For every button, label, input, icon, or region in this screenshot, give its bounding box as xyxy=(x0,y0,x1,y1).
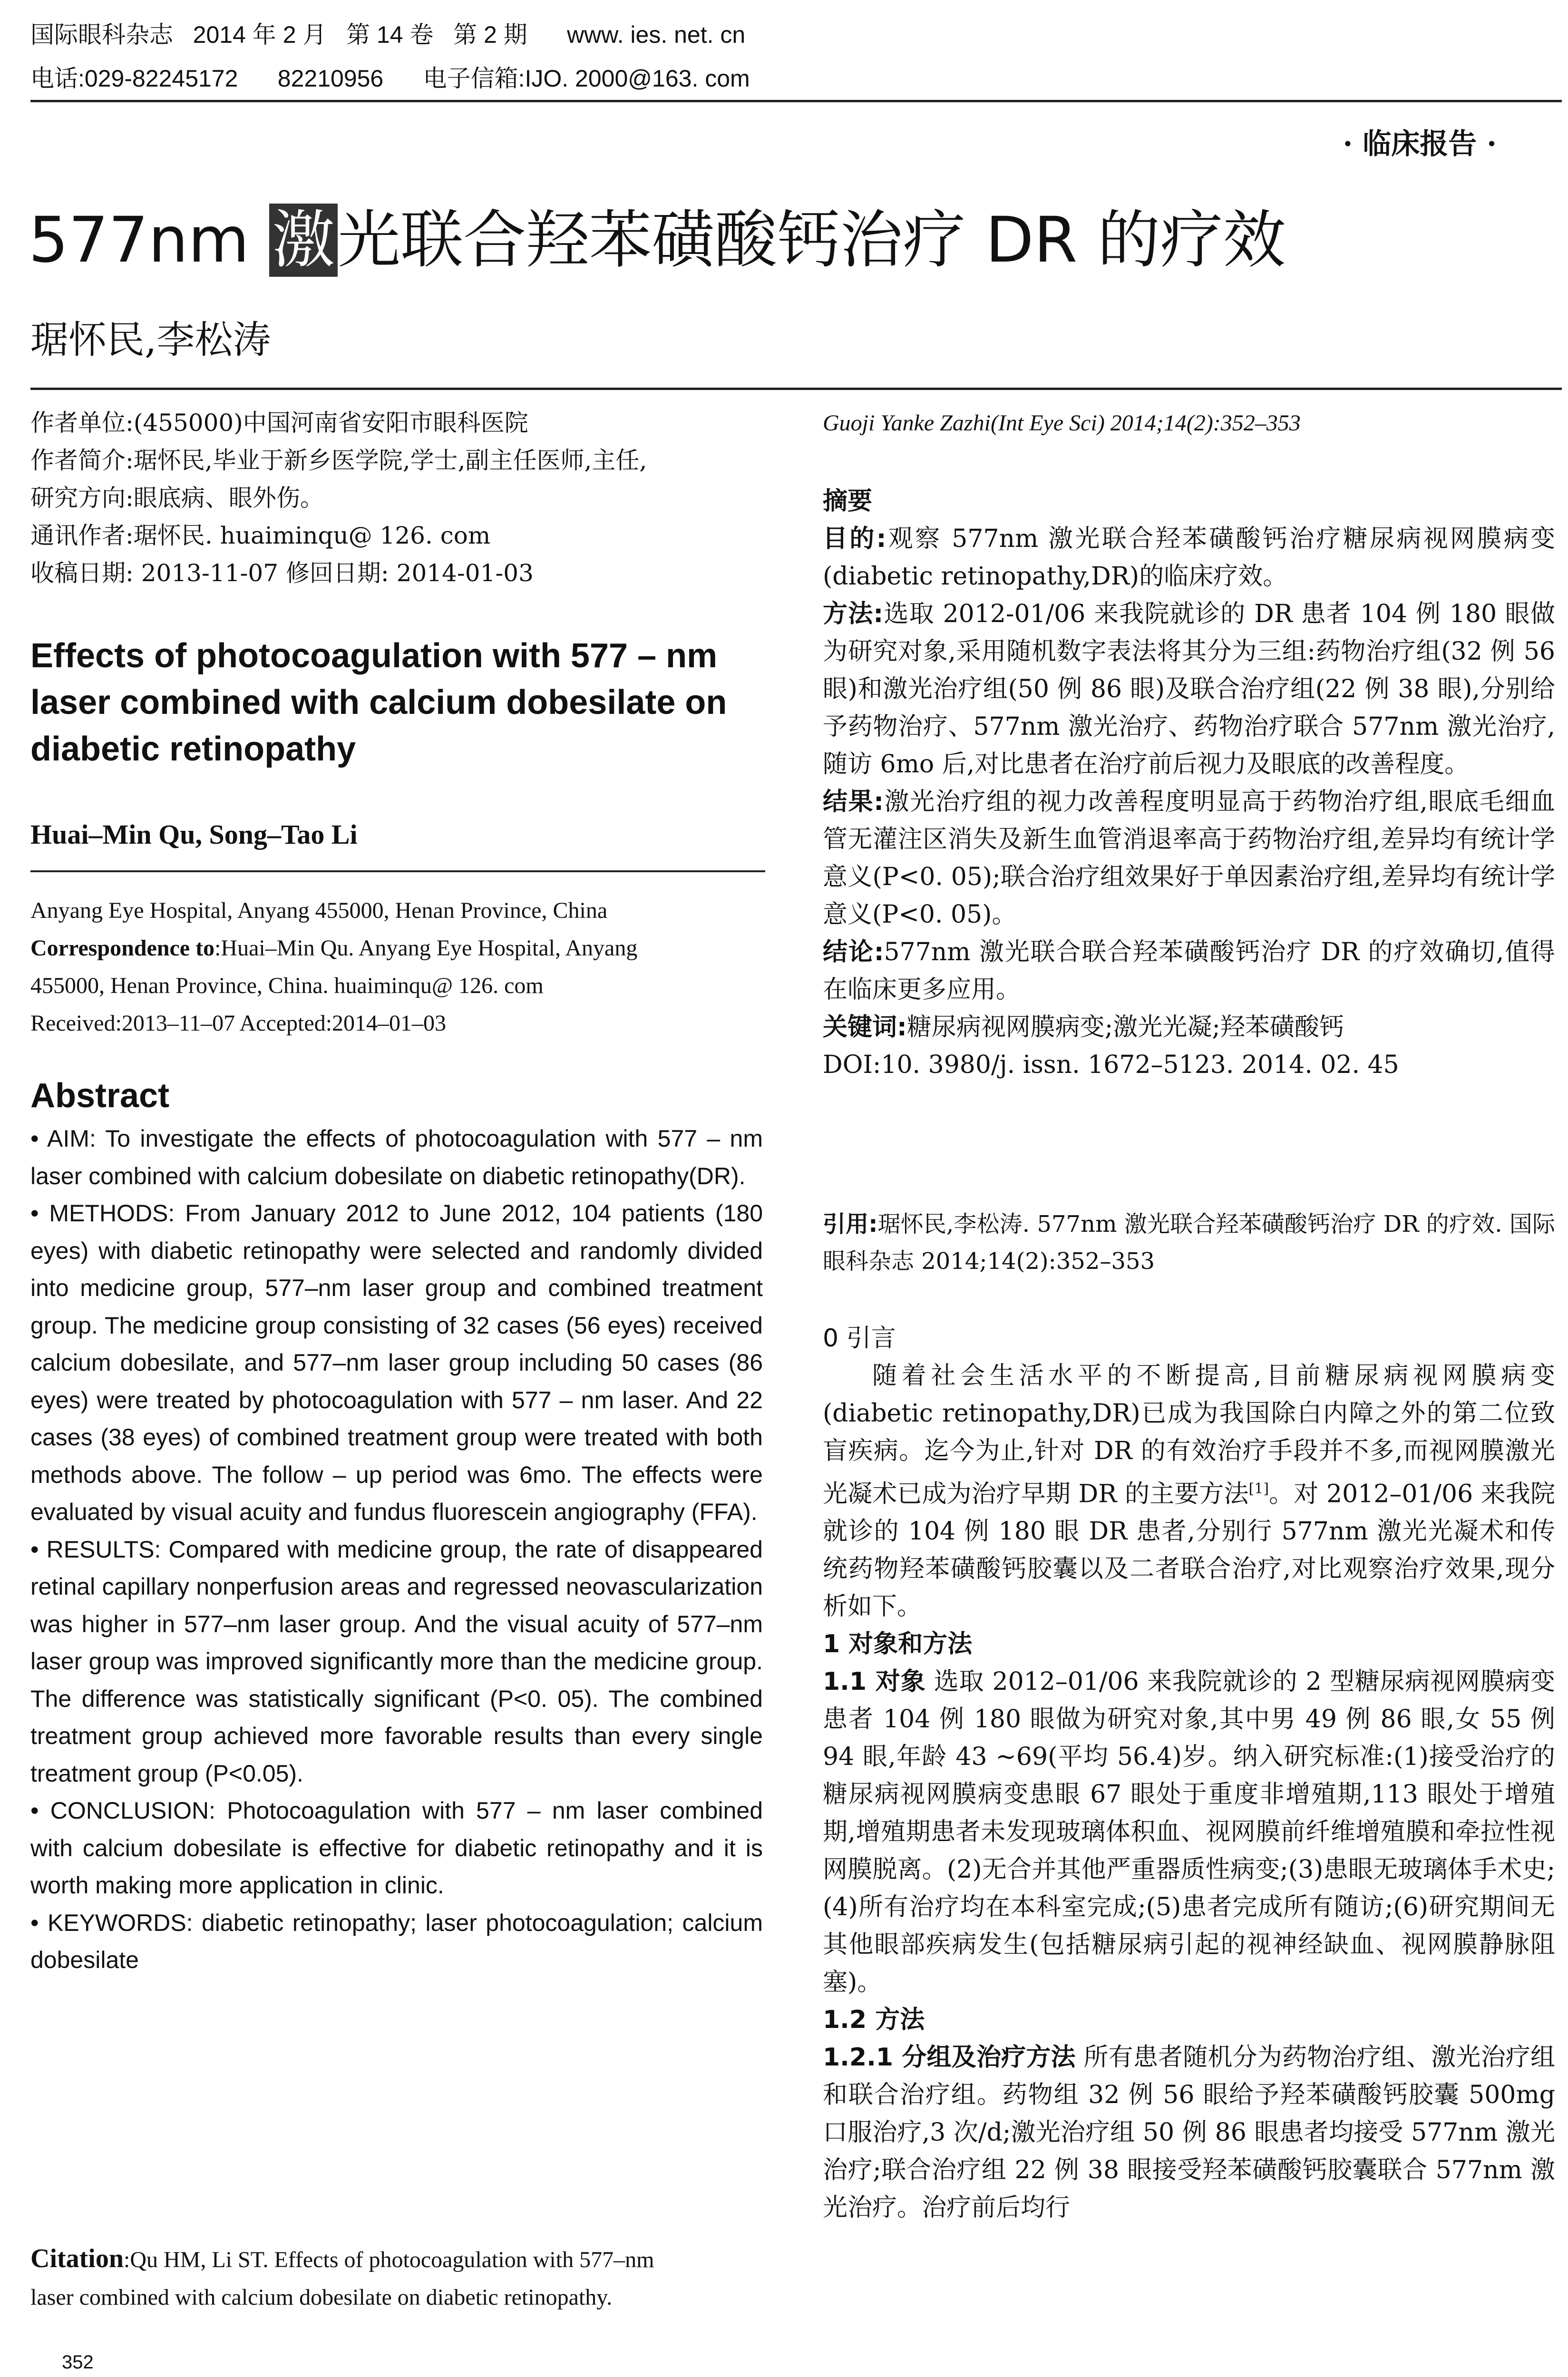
section-1-heading: 1 对象和方法 xyxy=(823,1630,973,1659)
journal-header-line2: 电话:029-82245172 82210956 电子信箱:IJO. 2000@163. com xyxy=(30,65,750,92)
section-0-heading: 0 引言 xyxy=(823,1324,896,1353)
page-number: 352 xyxy=(62,2352,94,2373)
citation-block xyxy=(30,2240,763,2316)
cn-methods-text: 选取 2012-01/06 来我院就诊的 DR 患者 104 例 180 眼做为研究对象,采用随机数字表法将其分为三组:药物治疗组(32 例 56 眼)和激光治疗组(50 例 86 眼)及联合治疗组(22 例 38 眼),分别给予药物治疗、577nm 激光治疗、药物治疗联合 577nm 激光治疗,随访 6mo 后,对比患者在治疗前后视力及眼底的改善程度。 xyxy=(823,600,1555,779)
citation-line: laser combined with calcium dobesilate on diabetic retinopathy. xyxy=(30,2285,613,2310)
corr-label: Correspondence to xyxy=(30,935,215,961)
en-title-line: diabetic retinopathy xyxy=(30,730,356,768)
journal-header-line1: 国际眼科杂志 2014 年 2 月 第 14 卷 第 2 期 www. ies. net. cn xyxy=(30,21,746,48)
cn-citation-label: 引用: xyxy=(823,1211,878,1237)
cn-citation-text: 琚怀民,李松涛. 577nm 激光联合羟苯磺酸钙治疗 DR 的疗效. 国际眼科杂志 2014;14(2):352–353 xyxy=(823,1211,1555,1275)
journal-citation-en: Guoji Yanke Zazhi(Int Eye Sci) 2014;14(2):352–353 xyxy=(823,410,1301,436)
meta-line: 收稿日期: 2013-11-07 修回日期: 2014-01-03 xyxy=(30,559,534,587)
section-1-2-1-heading: 1.2.1 分组及治疗方法 xyxy=(823,2043,1076,2072)
cn-results-text: 激光治疗组的视力改善程度明显高于药物治疗组,眼底毛细血管无灌注区消失及新生血管消退率高于药物治疗组,差异均有统计学意义(P<0. 05);联合治疗组效果好于单因素治疗组,差异均有统计学意义(P<0. 05)。 xyxy=(823,788,1555,929)
ref-1: [1] xyxy=(1248,1481,1269,1497)
cn-purpose-text: 观察 577nm 激光联合羟苯磺酸钙治疗糖尿病视网膜病变(diabetic retinopathy,DR)的临床疗效。 xyxy=(823,525,1555,591)
corr-text: :Huai–Min Qu. Anyang Eye Hospital, Anyang xyxy=(214,935,638,961)
section-1-1-heading: 1.1 对象 xyxy=(823,1667,926,1696)
title-pre: 577nm xyxy=(29,204,270,277)
abstract-conclusion: • CONCLUSION: Photocoagulation with 577 – nm laser combined with calcium dobesilate is effective for diabetic retinopathy and it is worth making more application in clinic. xyxy=(30,1797,763,1899)
affil-line: 455000, Henan Province, China. huaiminqu@ 126. com xyxy=(30,973,544,998)
english-authors: Huai–Min Qu, Song–Tao Li xyxy=(30,819,358,850)
cn-methods xyxy=(823,595,1555,783)
section-1-1-text: 选取 2012–01/06 来我院就诊的 2 型糖尿病视网膜病变患者 104 例 180 眼做为研究对象,其中男 49 例 86 眼,女 55 例 94 眼,年龄 43 ~69(平均 56.4)岁。纳入研究标准:(1)接受治疗的糖尿病视网膜病变患眼 67 眼处于重度非增殖期,113 眼处于增殖期,增殖期患者未发现玻璃体积血、视网膜前纤维增殖膜和牵拉性视网膜脱离。(2)无合并其他严重器质性病变;(3)患眼无玻璃体手术史;(4)所有治疗均在本科室完成;(5)患者完成所有随访;(6)研究期间无其他眼部疾病发生(包括糖尿病引起的视神经缺血、视网膜静脉阻塞)。 xyxy=(823,1667,1555,1997)
citation-line xyxy=(30,2240,763,2279)
affil-line: Anyang Eye Hospital, Anyang 455000, Henan Province, China xyxy=(30,898,608,923)
section-1-2-1 xyxy=(823,2039,1555,2227)
meta-line: 作者单位:(455000)中国河南省安阳市眼科医院 xyxy=(30,409,528,437)
citation-label: Citation xyxy=(30,2244,124,2273)
received-line: Received:2013–11–07 Accepted:2014–01–03 xyxy=(30,1011,447,1036)
cn-results-label: 结果: xyxy=(823,788,884,816)
doi-line: DOI:10. 3980/j. issn. 1672–5123. 2014. 02. 45 xyxy=(823,1051,1399,1079)
citation-text: :Qu HM, Li ST. Effects of photocoagulation with 577–nm xyxy=(124,2247,654,2272)
cn-abstract-heading: 摘要 xyxy=(823,487,873,516)
authors-cn: 琚怀民,李松涛 xyxy=(30,318,271,362)
cn-keywords-label: 关键词: xyxy=(823,1013,907,1042)
section-1-2-1-text: 所有患者随机分为药物治疗组、激光治疗组和联合治疗组。药物组 32 例 56 眼给予羟苯磺酸钙胶囊 500mg 口服治疗,3 次/d;激光治疗组 50 例 86 眼患者均接受 577nm 激光治疗;联合治疗组 22 例 38 眼接受羟苯磺酸钙胶囊联合 577nm 激光治疗。治疗前后均行 xyxy=(823,2043,1555,2222)
affiliation-block xyxy=(30,892,763,1042)
title-rule xyxy=(30,388,1562,390)
cn-keywords-text: 糖尿病视网膜病变;激光光凝;羟苯磺酸钙 xyxy=(906,1013,1344,1042)
article-title xyxy=(29,200,1286,281)
meta-line: 研究方向:眼底病、眼外伤。 xyxy=(30,484,324,512)
abstract-methods: • METHODS: From January 2012 to June 2012, 104 patients (180 eyes) with diabetic retinopathy were selected and randomly divided into medicine group, 577–nm laser group and combined treatment group. The medicine group consisting of 32 cases (56 eyes) received calcium dobesilate, and 577–nm laser group including 50 cases (86 eyes) were treated by photocoagulation with 577 – nm laser. And 22 cases (38 eyes) of combined treatment group were treated with both methods above. The follow – up period was 6mo. The effects were evaluated by visual acuity and fundus fluorescein angiography (FFA). xyxy=(30,1200,763,1525)
section-label: · 临床报告 · xyxy=(1343,127,1497,161)
cn-purpose-label: 目的: xyxy=(823,525,886,553)
correspondence-line xyxy=(30,929,763,967)
title-highlight: 激 xyxy=(269,204,338,277)
abstract-results: • RESULTS: Compared with medicine group, the rate of disappeared retinal capillary nonperfusion areas and regressed neovascularization was higher in 577–nm laser group. And the visual acuity of 577–nm laser group was improved significantly more than the medicine group. The difference was statistically significant (P<0. 05). The combined treatment group achieved more favorable results than every single treatment group (P<0.05). xyxy=(30,1536,763,1787)
section-1-1 xyxy=(823,1663,1555,2001)
author-meta xyxy=(30,404,763,592)
abstract-body xyxy=(30,1120,763,1979)
meta-line: 作者简介:琚怀民,毕业于新乡医学院,学士,副主任医师,主任, xyxy=(30,447,647,474)
cn-methods-label: 方法: xyxy=(823,600,884,628)
title-post: 光联合羟苯磺酸钙治疗 DR 的疗效 xyxy=(338,204,1286,277)
abstract-keywords: • KEYWORDS: diabetic retinopathy; laser photocoagulation; calcium dobesilate xyxy=(30,1909,763,1973)
cn-keywords xyxy=(823,1009,1555,1046)
intro-text-a: 随着社会生活水平的不断提高,目前糖尿病视网膜病变(diabetic retinopathy,DR)已成为我国除白内障之外的第二位致盲疾病。迄今为止,针对 DR 的有效治疗手段并不多,而视网膜激光光凝术已成为治疗早期 DR 的主要方法 xyxy=(823,1362,1555,1509)
abstract-heading: Abstract xyxy=(30,1077,170,1115)
cn-results xyxy=(823,783,1555,934)
cn-abstract xyxy=(823,483,1555,1084)
cn-purpose xyxy=(823,520,1555,595)
cn-conclusion-label: 结论: xyxy=(823,938,884,966)
intro-paragraph xyxy=(823,1357,1555,1626)
english-title xyxy=(30,633,763,772)
intro-text-b: 。对 2012–01/06 来我院就诊的 104 例 180 眼 DR 患者,分别行 577nm 激光光凝术和传统药物羟苯磺酸钙胶囊以及二者联合治疗,对比观察治疗效果,现分析如下。 xyxy=(823,1480,1555,1621)
cn-citation xyxy=(823,1206,1555,1280)
en-title-line: laser combined with calcium dobesilate on xyxy=(30,683,727,721)
article-body xyxy=(823,1320,1555,2227)
cn-conclusion-text: 577nm 激光联合联合羟苯磺酸钙治疗 DR 的疗效确切,值得在临床更多应用。 xyxy=(823,938,1556,1004)
cn-conclusion xyxy=(823,934,1555,1009)
header-rule xyxy=(30,100,1562,102)
abstract-aim: • AIM: To investigate the effects of photocoagulation with 577 – nm laser combined with calcium dobesilate on diabetic retinopathy(DR). xyxy=(30,1125,763,1189)
section-1-2-heading: 1.2 方法 xyxy=(823,2006,925,2035)
en-title-line: Effects of photocoagulation with 577 – nm xyxy=(30,637,718,675)
affil-rule xyxy=(30,870,765,872)
meta-line: 通讯作者:琚怀民. huaiminqu@ 126. com xyxy=(30,522,491,549)
